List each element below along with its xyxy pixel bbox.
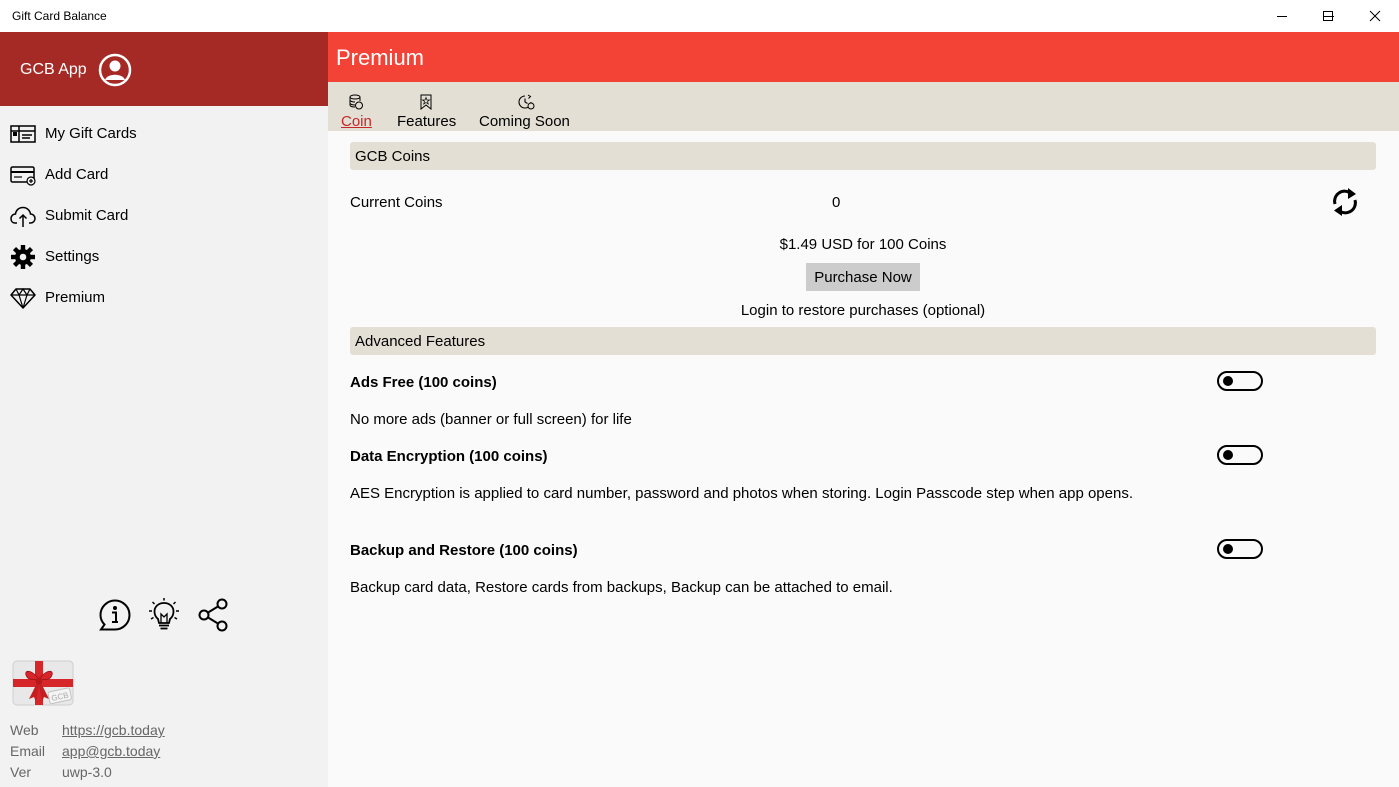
gcb-logo xyxy=(11,659,75,707)
info-label: Email xyxy=(10,743,46,759)
minimize-button[interactable] xyxy=(1259,0,1305,32)
lightbulb-icon[interactable] xyxy=(147,598,181,632)
toggle-knob xyxy=(1223,544,1233,554)
nav-label: Submit Card xyxy=(45,207,129,224)
purchase-now-button[interactable]: Purchase Now xyxy=(806,263,920,291)
web-link[interactable]: https://gcb.today xyxy=(62,722,165,738)
current-coins-label: Current Coins xyxy=(350,194,443,211)
page-title: Premium xyxy=(336,45,425,70)
main-content xyxy=(328,32,1399,787)
section-title: GCB Coins xyxy=(355,148,431,165)
maximize-button[interactable] xyxy=(1305,0,1351,32)
window-title: Gift Card Balance xyxy=(12,9,107,23)
page-header xyxy=(328,32,1399,82)
email-link[interactable]: app@gcb.today xyxy=(62,743,161,759)
tab-features[interactable] xyxy=(396,82,461,131)
title-bar xyxy=(0,0,1399,32)
coins-icon xyxy=(349,94,363,110)
share-icon[interactable] xyxy=(196,598,230,632)
close-icon xyxy=(1369,10,1381,22)
minimize-icon xyxy=(1276,10,1288,22)
tab-label: Coin xyxy=(341,113,372,130)
add-card-icon xyxy=(10,163,36,187)
tab-label: Coming Soon xyxy=(479,113,570,130)
clock-icon xyxy=(517,94,535,110)
nav-item-my-gift-cards[interactable] xyxy=(0,114,328,154)
version-value: uwp-3.0 xyxy=(62,764,112,780)
nav-item-add-card[interactable] xyxy=(0,155,328,195)
backup-restore-toggle[interactable] xyxy=(1217,539,1263,559)
gift-card-icon xyxy=(10,122,36,146)
diamond-icon xyxy=(10,286,36,310)
feature-desc-ads-free: No more ads (banner or full screen) for life xyxy=(350,411,632,428)
tab-coming-soon[interactable] xyxy=(478,82,578,131)
sidebar-header xyxy=(0,32,328,106)
toggle-knob xyxy=(1223,376,1233,386)
svg-text:GCB: GCB xyxy=(50,690,70,703)
feature-desc-data-encryption: AES Encryption is applied to card number, password and photos when storing. Login Passcode step when app opens. xyxy=(350,485,1133,502)
restore-purchases-text[interactable]: Login to restore purchases (optional) xyxy=(740,302,986,319)
close-button[interactable] xyxy=(1352,0,1398,32)
section-header-advanced xyxy=(350,327,1376,355)
app-name: GCB App xyxy=(20,61,87,78)
cloud-upload-icon xyxy=(10,204,36,228)
data-encryption-toggle[interactable] xyxy=(1217,445,1263,465)
nav-label: Add Card xyxy=(45,166,109,183)
tab-coin[interactable] xyxy=(336,82,376,131)
refresh-icon[interactable] xyxy=(1330,185,1360,219)
price-text: $1.49 USD for 100 Coins xyxy=(779,236,947,253)
feature-title-ads-free: Ads Free (100 coins) xyxy=(350,374,497,391)
bookmark-icon xyxy=(420,94,432,110)
nav-item-settings[interactable] xyxy=(0,237,328,277)
current-coins-value: 0 xyxy=(832,194,841,211)
nav-label: Settings xyxy=(45,248,100,265)
gear-icon xyxy=(10,245,36,269)
info-label: Ver xyxy=(10,764,32,780)
sidebar xyxy=(0,32,328,787)
user-avatar-icon[interactable] xyxy=(98,53,132,87)
feature-desc-backup-restore: Backup card data, Restore cards from backups, Backup can be attached to email. xyxy=(350,579,893,596)
section-header-coins xyxy=(350,142,1376,170)
tab-bar xyxy=(328,82,1399,131)
nav-label: Premium xyxy=(45,289,106,306)
nav-label: My Gift Cards xyxy=(45,125,137,142)
info-label: Web xyxy=(10,722,39,738)
toggle-knob xyxy=(1223,450,1233,460)
section-title: Advanced Features xyxy=(355,333,486,350)
feature-title-data-encryption: Data Encryption (100 coins) xyxy=(350,448,548,465)
nav-item-submit-card[interactable] xyxy=(0,196,328,236)
nav-item-premium[interactable] xyxy=(0,278,328,318)
feature-title-backup-restore: Backup and Restore (100 coins) xyxy=(350,542,578,559)
info-icon[interactable] xyxy=(98,598,132,632)
tab-label: Features xyxy=(397,113,457,130)
maximize-icon xyxy=(1322,10,1334,22)
ads-free-toggle[interactable] xyxy=(1217,371,1263,391)
